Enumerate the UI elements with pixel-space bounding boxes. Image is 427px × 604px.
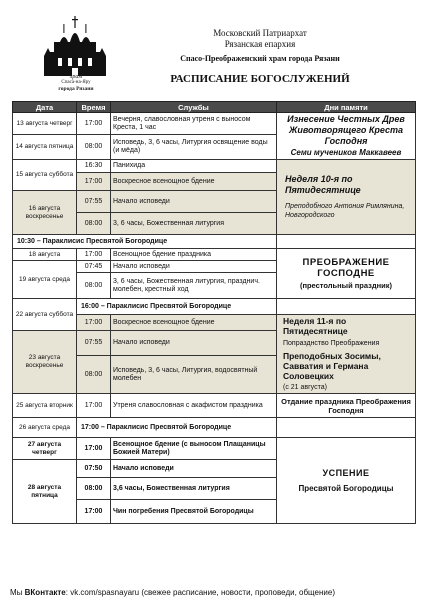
table-header xyxy=(13,102,416,113)
full-row-service: 10:30 – Параклисис Пресвятой Богородице xyxy=(13,235,277,249)
schedule-table xyxy=(12,101,416,524)
footer: Мы ВКонтакте: vk.com/spasnayaru (свежее расписание, новости, проповеди, общение) xyxy=(10,588,335,597)
date-cell: 28 августа пятница xyxy=(13,460,77,524)
service-cell: 3, 6 часы, Божественная литургия, празднич. молебен, крестный ход xyxy=(111,273,277,299)
table-row xyxy=(13,394,416,418)
service-cell: Утреня славословная с акафистом праздника xyxy=(111,394,277,418)
col-memory: Дни памяти xyxy=(277,102,416,113)
date-cell: 22 августа суббота xyxy=(13,299,77,331)
time-cell: 17:00 xyxy=(77,249,111,261)
memory-cell: Изнесение Честных Древ Животворящего Креста Господня Семи мучеников Маккавеев xyxy=(277,113,416,160)
service-cell: Начало исповеди xyxy=(111,261,277,273)
patriarchate: Московский Патриархат xyxy=(213,28,307,38)
church-name: Спасо-Преображенский храм города Рязани xyxy=(180,54,340,63)
time-cell: 07:55 xyxy=(77,191,111,213)
logo-caption: храм Спаса-на-Яру города Рязани xyxy=(58,74,94,92)
date-cell: 19 августа среда xyxy=(13,261,77,299)
service-cell: Чин погребения Пресвятой Богородицы xyxy=(111,500,277,524)
date-cell: 23 августа воскресенье xyxy=(13,331,77,394)
table-row xyxy=(13,418,416,438)
memory-cell: Неделя 11-я по Пятидесятнице Попразднство Преображения Преподобных Зосимы, Савватия и Германа Соловецких (с 21 августа) xyxy=(277,315,416,394)
memory-cell: Неделя 10-я по Пятидесятнице Преподобного Антония Римлянина, Новгородского xyxy=(277,160,416,235)
vk-link[interactable]: ВКонтакте xyxy=(24,588,66,597)
time-cell: 16:30 xyxy=(77,160,111,173)
service-cell: Начало исповеди xyxy=(111,191,277,213)
service-cell: Начало исповеди xyxy=(111,331,277,356)
time-cell: 07:55 xyxy=(77,331,111,356)
memory-cell: УСПЕНИЕ Пресвятой Богородицы xyxy=(277,438,416,524)
full-row-service: 16:00 – Параклисис Пресвятой Богородице xyxy=(77,299,277,315)
full-row-service: 17:00 – Параклисис Пресвятой Богородице xyxy=(77,418,277,438)
time-cell: 08:00 xyxy=(77,356,111,394)
service-cell: Начало исповеди xyxy=(111,460,277,478)
time-cell: 17:00 xyxy=(77,394,111,418)
time-cell: 07:50 xyxy=(77,460,111,478)
time-cell: 17:00 xyxy=(77,113,111,135)
memory-cell: ПРЕОБРАЖЕНИЕ ГОСПОДНЕ (престольный праздник) xyxy=(277,249,416,299)
table-row xyxy=(13,249,416,261)
page-header xyxy=(0,0,427,102)
date-cell: 16 августа воскресенье xyxy=(13,191,77,235)
diocese: Рязанская епархия xyxy=(224,39,296,49)
service-cell: Исповедь, 3, 6 часы, Литургия, водосвятный молебен xyxy=(111,356,277,394)
service-cell: Всенощное бдение (с выносом Плащаницы Божией Матери) xyxy=(111,438,277,460)
service-cell: Всенощное бдение праздника xyxy=(111,249,277,261)
table-row xyxy=(13,235,416,249)
time-cell: 17:00 xyxy=(77,438,111,460)
date-cell: 14 августа пятница xyxy=(13,135,77,160)
memory-cell: Отдание праздника Преображения Господня xyxy=(277,394,416,418)
table-row xyxy=(13,113,416,135)
service-cell: 3,6 часы, Божественная литургия xyxy=(111,478,277,500)
service-cell: Воскресное всенощное бдение xyxy=(111,173,277,191)
time-cell: 17:00 xyxy=(77,315,111,331)
service-cell: 3, 6 часы, Божественная литургия xyxy=(111,213,277,235)
date-cell: 26 августа среда xyxy=(13,418,77,438)
col-time: Время xyxy=(77,102,111,113)
time-cell: 07:45 xyxy=(77,261,111,273)
col-date: Дата xyxy=(13,102,77,113)
time-cell: 17:00 xyxy=(77,500,111,524)
service-cell: Воскресное всенощное бдение xyxy=(111,315,277,331)
date-cell: 27 августа четверг xyxy=(13,438,77,460)
service-cell: Вечерня, славословная утреня с выносом Креста, 1 час xyxy=(111,113,277,135)
header-text xyxy=(150,28,370,85)
service-cell: Исповедь, 3, 6 часы, Литургия освящение воды (и мёда) xyxy=(111,135,277,160)
date-cell: 18 августа xyxy=(13,249,77,261)
time-cell: 08:00 xyxy=(77,135,111,160)
table-row xyxy=(13,299,416,315)
time-cell: 08:00 xyxy=(77,478,111,500)
date-cell: 13 августа четверг xyxy=(13,113,77,135)
col-services: Службы xyxy=(111,102,277,113)
table-row xyxy=(13,160,416,173)
service-cell: Панихида xyxy=(111,160,277,173)
time-cell: 08:00 xyxy=(77,273,111,299)
table-row xyxy=(13,438,416,460)
schedule-title: РАСПИСАНИЕ БОГОСЛУЖЕНИЙ xyxy=(170,73,350,85)
time-cell: 08:00 xyxy=(77,213,111,235)
time-cell: 17:00 xyxy=(77,173,111,191)
date-cell: 25 августа вторник xyxy=(13,394,77,418)
date-cell: 15 августа суббота xyxy=(13,160,77,191)
